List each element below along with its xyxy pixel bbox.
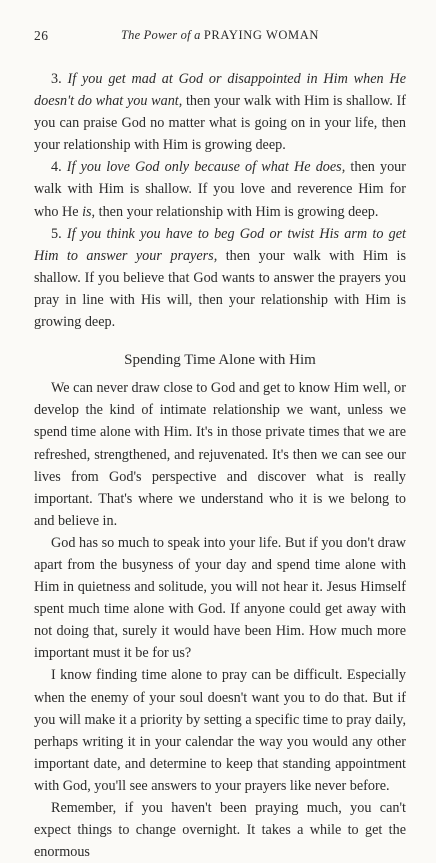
page-header — [34, 28, 406, 54]
point-emphasis: is, — [82, 203, 96, 220]
point-number: 4. — [51, 159, 62, 176]
point-text: then your walk with Him is shallow. If you can praise God no matter what is going on in your life, then your relationship with Him is growing deep. — [34, 93, 406, 154]
body-paragraph: I know finding time alone to pray can be difficult. Especially when the enemy of your soul doesn't want you to do that. But if you will make it a priority by setting a specific time to pray daily, perhaps writing it in your calendar the way you would any other important date, and determine to keep that standing appointment with God, you'll see answers to your prayers like never before. — [34, 667, 406, 794]
point-italic: If you love God only because of what He does, — [66, 159, 346, 176]
body-paragraph: Remember, if you haven't been praying much, you can't expect things to change overnight. It takes a while to get the enormous — [34, 800, 406, 861]
point-number: 3. — [51, 71, 62, 87]
section-heading: Spending Time Alone with Him — [124, 352, 316, 369]
point-text: then your relationship with Him is growing deep. — [95, 203, 379, 220]
running-head-prefix: The Power of a — [121, 28, 201, 42]
point-text: then your walk with Him is shallow. If you believe that God wants to answer the prayers you pray in line with His will, then your relationship with Him is growing deep. — [34, 247, 407, 331]
page-number: 26 — [34, 28, 49, 43]
point-5 — [34, 223, 406, 333]
point-3 — [34, 68, 406, 156]
point-text: then your walk with Him is shallow. If you love and reverence Him for who He — [34, 159, 406, 220]
point-number: 5. — [51, 225, 62, 242]
body-paragraph: God has so much to speak into your life. But if you don't draw apart from the busyness of your day and spend time alone with Him in quietness and solitude, you will not hear it. Jesus Himself spent much time alone with God. If anyone could get away with not doing that, surely it would have been Him. How much more important must it be for us? — [34, 534, 406, 662]
body-paragraph: We can never draw close to God and get to know Him well, or develop the kind of intimate relationship we want, unless we spend time alone with Him. It's in those private times that we are refreshed, strengthened, and rejuvenated. It's then we can see our lives from God's perspective and discover what is really important. That's where we understand who it is we belong to and believe in. — [34, 380, 406, 529]
running-head-title: PRAYING WOMAN — [203, 28, 319, 42]
point-italic: If you think you have to beg God or twist His arm to get Him to answer your prayers, — [34, 225, 406, 264]
point-4 — [34, 156, 406, 222]
running-head — [34, 28, 406, 43]
page-body — [34, 68, 406, 863]
point-italic: If you get mad at God or disappointed in Him when He doesn't do what you want, — [34, 71, 406, 110]
